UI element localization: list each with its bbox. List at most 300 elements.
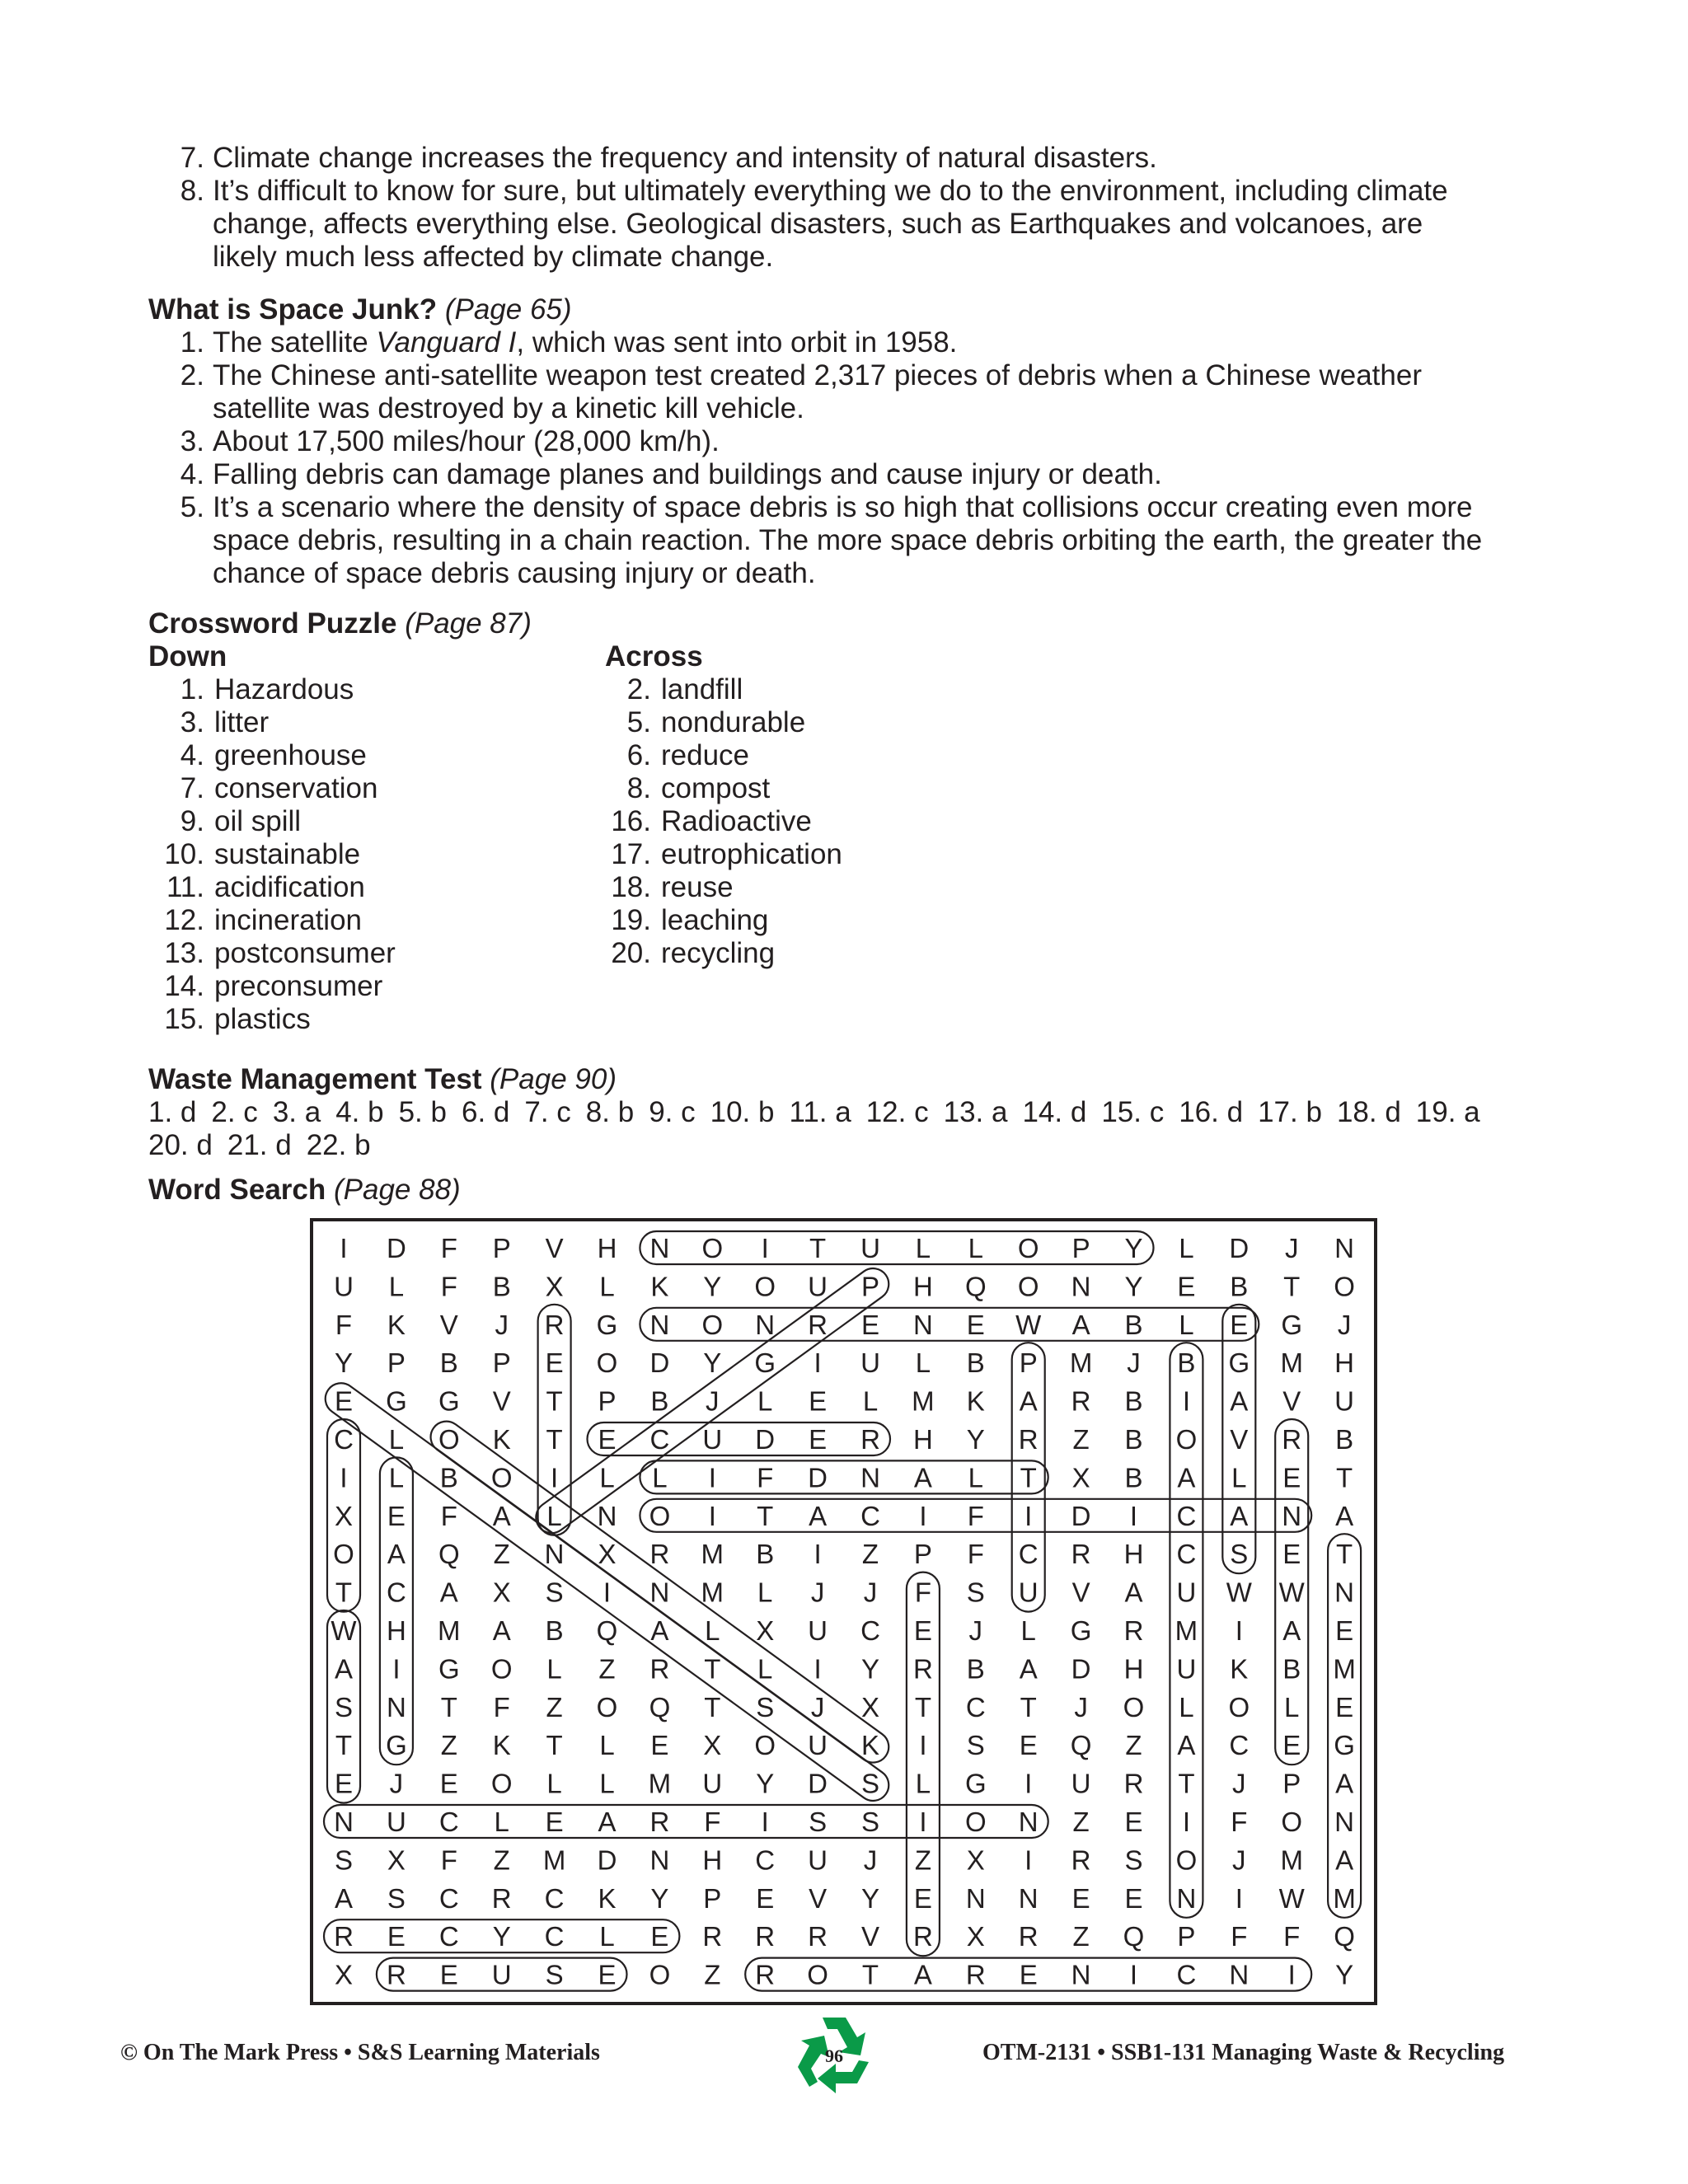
grid-letter: F <box>1231 1921 1248 1952</box>
clue-number: 1. <box>180 673 204 705</box>
grid-letter: J <box>1232 1844 1246 1876</box>
grid-letter: L <box>968 1462 983 1493</box>
grid-letter: V <box>1282 1385 1301 1417</box>
grid-letter: G <box>386 1730 407 1761</box>
grid-letter: N <box>755 1309 776 1340</box>
grid-letter: E <box>598 1959 617 1990</box>
crossword-item <box>148 970 396 1003</box>
grid-letter: T <box>914 1691 931 1722</box>
grid-letter: B <box>966 1653 985 1685</box>
clue-number: 9. <box>180 805 204 837</box>
test-answer: 11. a <box>789 1096 851 1128</box>
grid-letter: L <box>546 1768 562 1799</box>
grid-letter: X <box>334 1500 354 1531</box>
grid-letter: F <box>440 1233 457 1263</box>
grid-letter: T <box>1020 1462 1037 1493</box>
grid-letter: R <box>912 1653 933 1685</box>
item-line: Falling debris can damage planes and buildings and cause injury or death. <box>213 458 1162 490</box>
grid-letter: C <box>334 1424 354 1455</box>
grid-letter: B <box>545 1615 564 1646</box>
grid-letter: J <box>968 1615 983 1646</box>
grid-letter: M <box>701 1577 724 1608</box>
grid-letter: Z <box>1072 1807 1090 1837</box>
grid-letter: E <box>966 1309 985 1340</box>
space-junk-title: What is Space Junk? <box>148 293 438 326</box>
grid-letter: L <box>388 1462 405 1493</box>
grid-letter: F <box>1231 1807 1248 1837</box>
grid-letter: B <box>1282 1653 1301 1685</box>
grid-letter: I <box>1025 1844 1033 1876</box>
grid-letter: A <box>439 1577 458 1608</box>
grid-letter: R <box>1071 1385 1091 1417</box>
grid-letter: G <box>386 1385 407 1417</box>
clue-number: 6. <box>626 739 651 771</box>
grid-letter: X <box>966 1844 985 1876</box>
clue-number: 4. <box>180 739 204 771</box>
crossword-item <box>595 871 842 904</box>
grid-letter: O <box>490 1653 513 1685</box>
item-line: Climate change increases the frequency and intensity of natural disasters. <box>213 142 1157 174</box>
grid-letter: C <box>544 1882 565 1914</box>
grid-letter: R <box>386 1959 406 1990</box>
grid-letter: Q <box>964 1271 987 1302</box>
grid-letter: G <box>1228 1347 1250 1379</box>
grid-letter: I <box>1235 1882 1243 1914</box>
test-answer: 13. a <box>943 1096 1008 1128</box>
grid-letter: I <box>814 1653 822 1685</box>
grid-letter: A <box>492 1500 511 1531</box>
grid-letter: S <box>809 1807 828 1837</box>
grid-letter: R <box>1123 1768 1144 1799</box>
grid-letter: O <box>807 1959 828 1990</box>
grid-letter: N <box>912 1309 933 1340</box>
grid-letter: O <box>1017 1271 1039 1302</box>
crossword-heading <box>148 607 532 640</box>
grid-letter: Y <box>1335 1959 1354 1990</box>
grid-letter: I <box>1182 1385 1190 1417</box>
item-line: satellite was destroyed by a kinetic kill vehicle. <box>213 392 804 424</box>
clue-number: 19. <box>611 904 651 936</box>
grid-letter: I <box>1025 1768 1033 1799</box>
grid-letter: P <box>492 1233 511 1263</box>
grid-letter: U <box>1176 1577 1197 1608</box>
grid-letter: N <box>649 1233 670 1263</box>
grid-letter: D <box>808 1462 828 1493</box>
grid-letter: J <box>1284 1233 1299 1263</box>
grid-letter: N <box>1176 1882 1197 1914</box>
grid-letter: Y <box>860 1882 880 1914</box>
list-item <box>0 142 1548 175</box>
grid-letter: F <box>440 1500 457 1531</box>
test-answer: 4. b <box>335 1096 384 1128</box>
grid-letter: M <box>648 1768 672 1799</box>
grid-letter: O <box>1017 1233 1039 1263</box>
item-number: 1. <box>180 326 204 359</box>
grid-letter: Q <box>1123 1921 1145 1952</box>
grid-letter: B <box>650 1385 669 1417</box>
grid-letter: G <box>1070 1615 1092 1646</box>
grid-letter: I <box>1025 1500 1033 1531</box>
grid-letter: Q <box>596 1615 618 1646</box>
clue-word: incineration <box>214 904 362 936</box>
clue-word: reuse <box>661 871 734 903</box>
grid-letter: E <box>1071 1882 1090 1914</box>
grid-letter: V <box>809 1882 828 1914</box>
grid-letter: O <box>649 1500 671 1531</box>
grid-letter: Y <box>492 1921 511 1952</box>
grid-letter: A <box>913 1959 932 1990</box>
grid-letter: M <box>912 1385 935 1417</box>
crossword-item <box>148 805 396 838</box>
grid-letter: W <box>1015 1309 1042 1340</box>
grid-letter: H <box>702 1844 723 1876</box>
clue-number: 3. <box>180 706 204 738</box>
grid-letter: J <box>1074 1691 1088 1722</box>
grid-letter: V <box>860 1921 880 1952</box>
grid-letter: T <box>546 1385 563 1417</box>
grid-letter: O <box>596 1691 618 1722</box>
circled-word-outline <box>640 1460 1048 1493</box>
grid-letter: R <box>1071 1539 1091 1570</box>
grid-letter: T <box>1336 1539 1353 1570</box>
test-answer: 6. d <box>461 1096 510 1128</box>
grid-letter: L <box>1179 1233 1194 1263</box>
grid-letter: I <box>814 1539 822 1570</box>
grid-letter: I <box>1182 1807 1190 1837</box>
circled-word-outline <box>640 1308 1259 1341</box>
crossword-item <box>148 838 396 871</box>
grid-letter: R <box>965 1959 986 1990</box>
grid-letter: K <box>492 1730 511 1761</box>
grid-letter: P <box>1177 1921 1196 1952</box>
grid-letter: K <box>492 1424 511 1455</box>
grid-letter: Z <box>493 1844 510 1876</box>
grid-letter: I <box>551 1462 559 1493</box>
grid-letter: E <box>1282 1462 1301 1493</box>
grid-letter: L <box>705 1615 720 1646</box>
grid-letter: L <box>915 1233 931 1263</box>
grid-letter: R <box>912 1921 933 1952</box>
crossword-item <box>148 772 396 805</box>
grid-letter: A <box>1230 1500 1249 1531</box>
grid-letter: E <box>1282 1539 1301 1570</box>
grid-letter: L <box>599 1271 615 1302</box>
crossword-item <box>595 937 842 970</box>
grid-letter: P <box>1071 1233 1090 1263</box>
grid-letter: U <box>491 1959 512 1990</box>
grid-letter: L <box>599 1921 615 1952</box>
grid-letter: Z <box>546 1691 563 1722</box>
clue-word: leaching <box>661 904 769 936</box>
grid-letter: I <box>1129 1959 1138 1990</box>
grid-letter: J <box>863 1577 878 1608</box>
grid-letter: B <box>756 1539 775 1570</box>
space-junk-answer-list <box>0 326 1548 590</box>
grid-letter: L <box>599 1730 615 1761</box>
grid-letter: P <box>1282 1768 1301 1799</box>
grid-letter: N <box>597 1500 617 1531</box>
grid-letter: B <box>492 1271 511 1302</box>
grid-letter: T <box>440 1691 457 1722</box>
item-number: 2. <box>180 359 204 391</box>
clue-number: 8. <box>626 772 651 804</box>
test-answer: 10. b <box>710 1096 775 1128</box>
grid-letter: L <box>652 1462 668 1493</box>
grid-letter: J <box>495 1309 509 1340</box>
grid-letter: M <box>701 1539 724 1570</box>
grid-letter: R <box>1018 1424 1039 1455</box>
grid-letter: F <box>1283 1921 1301 1952</box>
grid-letter: E <box>334 1768 354 1799</box>
grid-letter: D <box>755 1424 776 1455</box>
clue-word: postconsumer <box>214 937 396 969</box>
grid-letter: I <box>761 1233 769 1263</box>
grid-letter: U <box>334 1271 354 1302</box>
grid-letter: U <box>808 1615 828 1646</box>
grid-letter: S <box>387 1882 406 1914</box>
grid-letter: W <box>1278 1577 1305 1608</box>
grid-letter: E <box>1335 1615 1354 1646</box>
word-search-heading <box>148 1174 461 1207</box>
grid-letter: Z <box>704 1959 721 1990</box>
grid-letter: X <box>492 1577 511 1608</box>
grid-letter: U <box>1071 1768 1091 1799</box>
crossword-across-list <box>595 673 842 970</box>
clue-number: 15. <box>164 1003 204 1035</box>
grid-letter: A <box>1071 1309 1090 1340</box>
word-search-svg <box>313 1221 1374 2002</box>
test-answer: 8. b <box>585 1096 635 1128</box>
crossword-item <box>148 1003 396 1036</box>
grid-letter: L <box>388 1271 405 1302</box>
grid-letter: L <box>968 1233 983 1263</box>
grid-letter: N <box>1018 1807 1039 1837</box>
grid-letter: F <box>967 1500 984 1531</box>
grid-letter: O <box>1281 1807 1303 1837</box>
grid-letter: S <box>860 1807 880 1837</box>
grid-letter: O <box>1228 1691 1250 1722</box>
clue-number: 16. <box>611 805 651 837</box>
grid-letter: Y <box>1124 1271 1143 1302</box>
grid-letter: R <box>649 1653 670 1685</box>
grid-letter: T <box>704 1691 721 1722</box>
grid-letter: L <box>546 1500 562 1531</box>
grid-letter: M <box>438 1615 461 1646</box>
grid-letter: I <box>392 1653 401 1685</box>
grid-letter: E <box>650 1921 669 1952</box>
grid-letter: Z <box>914 1844 931 1876</box>
grid-letter: N <box>1282 1500 1302 1531</box>
grid-letter: L <box>1179 1691 1194 1722</box>
grid-letter: F <box>440 1271 457 1302</box>
grid-letter: O <box>754 1730 776 1761</box>
grid-letter: Y <box>756 1768 775 1799</box>
grid-letter: K <box>598 1882 617 1914</box>
grid-letter: A <box>1124 1577 1143 1608</box>
clue-number: 2. <box>626 673 651 705</box>
grid-letter: E <box>1124 1882 1143 1914</box>
grid-letter: N <box>1334 1233 1355 1263</box>
grid-letter: L <box>757 1653 773 1685</box>
grid-letter: X <box>756 1615 775 1646</box>
grid-letter: D <box>1071 1653 1091 1685</box>
grid-letter: S <box>966 1730 985 1761</box>
grid-letter: U <box>1334 1385 1355 1417</box>
grid-letter: I <box>340 1462 348 1493</box>
grid-letter: E <box>1019 1959 1038 1990</box>
grid-letter: Z <box>1072 1921 1090 1952</box>
grid-letter: F <box>757 1462 774 1493</box>
grid-letter: D <box>597 1844 617 1876</box>
grid-letter: E <box>1019 1730 1038 1761</box>
grid-letter: A <box>1177 1730 1196 1761</box>
crossword-item <box>595 706 842 739</box>
grid-letter: G <box>438 1653 460 1685</box>
grid-letter: D <box>808 1768 828 1799</box>
crossword-across-title: Across <box>605 640 703 673</box>
grid-letter: Y <box>966 1424 985 1455</box>
grid-letter: O <box>701 1233 724 1263</box>
footer-product: OTM-2131 • SSB1-131 Managing Waste & Recycling <box>982 2040 1505 2065</box>
grid-letter: Z <box>493 1539 510 1570</box>
grid-letter: E <box>650 1730 669 1761</box>
grid-letter: R <box>649 1807 670 1837</box>
clue-word: acidification <box>214 871 365 903</box>
grid-letter: H <box>912 1271 933 1302</box>
grid-letter: E <box>1282 1730 1301 1761</box>
test-answer: 17. b <box>1258 1096 1322 1128</box>
crossword-item <box>148 937 396 970</box>
grid-letter: R <box>702 1921 723 1952</box>
grid-letter: S <box>756 1691 775 1722</box>
clue-word: Radioactive <box>661 805 812 837</box>
grid-letter: S <box>966 1577 985 1608</box>
grid-letter: S <box>1230 1539 1249 1570</box>
grid-letter: U <box>860 1233 880 1263</box>
grid-letter: W <box>331 1615 357 1646</box>
item-emphasis: Vanguard I <box>376 326 517 359</box>
clue-word: Hazardous <box>214 673 354 705</box>
grid-letter: B <box>1124 1462 1143 1493</box>
grid-letter: E <box>545 1807 564 1837</box>
grid-letter: V <box>545 1233 564 1263</box>
grid-letter: Q <box>1334 1921 1355 1952</box>
grid-letter: X <box>387 1844 406 1876</box>
grid-letter: V <box>492 1385 511 1417</box>
grid-letter: X <box>598 1539 617 1570</box>
grid-letter: A <box>1019 1653 1038 1685</box>
grid-letter: E <box>809 1385 828 1417</box>
grid-letter: N <box>386 1691 406 1722</box>
space-junk-page: (Page 65) <box>444 293 572 326</box>
grid-letter: P <box>387 1347 406 1379</box>
grid-letter: A <box>913 1462 932 1493</box>
item-number: 3. <box>180 425 204 457</box>
grid-letter: R <box>544 1309 565 1340</box>
grid-letter: E <box>913 1615 932 1646</box>
grid-letter: F <box>493 1691 510 1722</box>
grid-letter: K <box>650 1271 669 1302</box>
grid-letter: E <box>439 1768 458 1799</box>
grid-letter: T <box>546 1730 563 1761</box>
grid-letter: H <box>912 1424 933 1455</box>
grid-letter: G <box>438 1385 460 1417</box>
clue-number: 5. <box>626 706 651 738</box>
grid-letter: E <box>1177 1271 1196 1302</box>
grid-letter: R <box>649 1539 670 1570</box>
grid-letter: E <box>334 1385 354 1417</box>
grid-letter: Z <box>1125 1730 1142 1761</box>
item-number: 4. <box>180 458 204 490</box>
grid-letter: C <box>386 1577 406 1608</box>
grid-letter: H <box>1334 1347 1355 1379</box>
grid-letter: I <box>919 1500 927 1531</box>
grid-letter: E <box>809 1424 828 1455</box>
item-line: About 17,500 miles/hour (28,000 km/h). <box>213 425 720 457</box>
grid-letter: C <box>544 1921 565 1952</box>
grid-letter: A <box>809 1500 828 1531</box>
grid-letter: N <box>334 1807 354 1837</box>
grid-letter: Z <box>1072 1424 1090 1455</box>
grid-letter: I <box>1235 1615 1243 1646</box>
grid-letter: H <box>1123 1653 1144 1685</box>
grid-letter: R <box>1071 1844 1091 1876</box>
grid-letter: N <box>1334 1577 1355 1608</box>
page-number: 96 <box>825 2046 843 2066</box>
grid-letter: B <box>1124 1385 1143 1417</box>
test-answer: 15. c <box>1101 1096 1165 1128</box>
grid-letter: A <box>1230 1385 1249 1417</box>
crossword-item <box>148 739 396 772</box>
clue-number: 11. <box>166 871 204 903</box>
grid-letter: E <box>598 1424 617 1455</box>
clue-word: recycling <box>661 937 776 969</box>
grid-letter: U <box>808 1844 828 1876</box>
crossword-item <box>595 772 842 805</box>
grid-letter: P <box>598 1385 617 1417</box>
grid-letter: F <box>335 1309 353 1340</box>
clue-number: 17. <box>611 838 651 870</box>
grid-letter: M <box>1333 1653 1356 1685</box>
grid-letter: O <box>1175 1424 1198 1455</box>
clue-word: conservation <box>214 772 378 804</box>
grid-letter: P <box>703 1882 722 1914</box>
test-heading <box>148 1063 617 1096</box>
grid-letter: P <box>1019 1347 1038 1379</box>
grid-letter: I <box>708 1462 716 1493</box>
grid-letter: U <box>702 1424 723 1455</box>
grid-letter: I <box>708 1500 716 1531</box>
grid-letter: K <box>1230 1653 1249 1685</box>
grid-letter: A <box>1019 1385 1038 1417</box>
grid-letter: A <box>1335 1768 1354 1799</box>
grid-letter: L <box>915 1768 931 1799</box>
grid-letter: Y <box>650 1882 669 1914</box>
grid-letter: A <box>598 1807 617 1837</box>
grid-letter: M <box>1280 1347 1303 1379</box>
test-answer: 18. d <box>1336 1096 1401 1128</box>
item-line: space debris, resulting in a chain reaction. The more space debris orbiting the earth, the greater the <box>213 524 1483 556</box>
grid-letter: O <box>490 1768 513 1799</box>
test-answer: 22. b <box>306 1129 371 1161</box>
crossword-page: (Page 87) <box>405 607 532 640</box>
grid-letter: W <box>1226 1577 1252 1608</box>
grid-letter: R <box>755 1921 776 1952</box>
grid-letter: N <box>1018 1882 1039 1914</box>
grid-letter: J <box>863 1844 878 1876</box>
test-answer-key <box>148 1096 1550 1162</box>
grid-letter: L <box>1179 1309 1194 1340</box>
